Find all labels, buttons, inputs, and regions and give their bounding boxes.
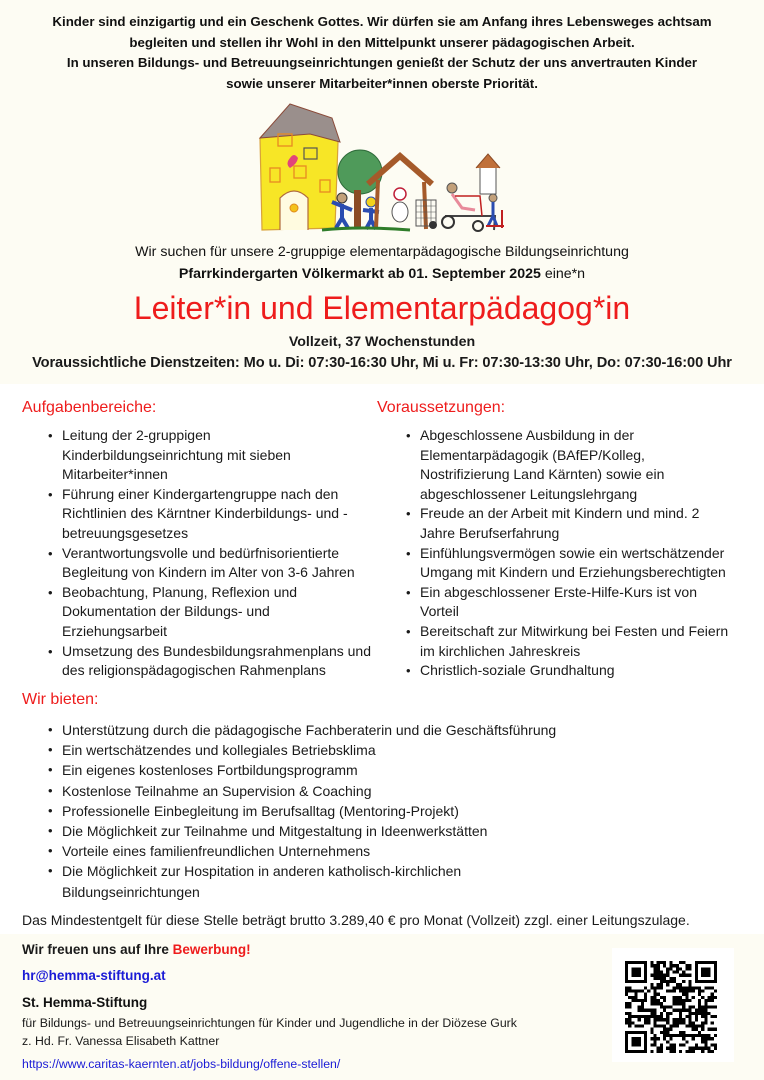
email-link[interactable]: hr@hemma-stiftung.at <box>22 968 166 983</box>
list-item <box>62 740 702 760</box>
list-item-line: • Freude an der Arbeit mit Kindern und mind. 2 <box>420 505 700 522</box>
list-item-line: • Einfühlungsvermögen sowie ein wertschätzender <box>420 544 725 561</box>
list-item <box>62 485 372 544</box>
list-item-line: • Ein eigenes kostenloses Fortbildungsprogramm <box>62 762 358 779</box>
search-line-2 <box>0 263 764 285</box>
working-hours: Voraussichtliche Dienstzeiten: Mo u. Di: 07:30-16:30 Uhr, Mi u. Fr: 07:30-13:30 Uhr, Do: 07:30-16:00 Uhr <box>32 355 732 371</box>
list-item <box>420 504 760 543</box>
list-item <box>62 781 702 801</box>
list-item <box>62 642 372 681</box>
list-item-line: • Leitung der 2-gruppigen <box>62 427 211 443</box>
list-item-line: Jahre Berufserfahrung <box>420 524 560 541</box>
list-item-line: abgeschlossener Leitungslehrgang <box>420 485 638 502</box>
list-item <box>62 720 702 740</box>
list-item <box>62 426 372 485</box>
list-item-line: • Bereitschaft zur Mitwirkung bei Festen und Feiern <box>420 622 729 639</box>
offer-list <box>62 720 702 902</box>
list-item-line: Umgang mit Kindern und Erziehungsberechtigten <box>420 564 726 581</box>
list-item-line: Nostrifizierung Land Kärnten) sowie ein <box>420 466 665 483</box>
list-item <box>420 661 760 681</box>
list-item-line: Richtlinien des Kärntner Kinderbildungs- und - <box>62 505 348 522</box>
list-item <box>62 861 702 901</box>
jobs-url-link[interactable]: https://www.caritas-kaernten.at/jobs-bildung/offene-stellen/ <box>22 1057 341 1071</box>
list-item-line: • Abgeschlossene Ausbildung in der <box>420 427 635 443</box>
job-title: Leiter*in und Elementarpädagog*in <box>133 290 631 326</box>
employment-type: Vollzeit, 37 Wochenstunden <box>288 334 476 350</box>
list-item <box>62 841 702 861</box>
intro-line: In unseren Bildungs- und Betreuungseinrichtungen genießt der Schutz der uns anvertrauten Kinder <box>66 55 698 70</box>
list-item-line: • Professionelle Einbegleitung im Berufsalltag (Mentoring-Projekt) <box>62 802 459 819</box>
tasks-heading: Aufgabenbereiche: <box>22 399 157 416</box>
list-item-line: Begleitung von Kindern im Alter von 3-6 Jahren <box>62 564 355 581</box>
list-item-line: Mitarbeiter*innen <box>62 466 168 483</box>
list-item <box>62 583 372 642</box>
salary-statement: Das Mindestentgelt für diese Stelle beträgt brutto 3.289,40 € pro Monat (Vollzeit) zzgl. einer Leitungszulage. <box>22 912 690 928</box>
list-item-line: Kinderbildungseinrichtung mit sieben <box>62 446 291 463</box>
list-item-line: Elementarpädagogik (BAfEP/Kolleg, <box>420 446 645 463</box>
kindergarten-and-start-date: Pfarrkindergarten Völkermarkt ab 01. September 2025 <box>178 266 541 282</box>
requirements-list <box>420 426 760 681</box>
list-item-line: des religionspädagogischen Rahmenplans <box>62 662 326 679</box>
list-item-line: Dokumentation der Bildungs- und <box>62 603 270 620</box>
intro-line: sowie unserer Mitarbeiter*innen oberste Priorität. <box>226 75 538 91</box>
list-item-line: betreuungsgesetzes <box>62 524 189 541</box>
search-suffix: eine*n <box>540 266 586 282</box>
list-item-line: • Die Möglichkeit zur Teilnahme und Mitgestaltung in Ideenwerkstätten <box>62 823 488 840</box>
child-drawing-illustration <box>250 98 505 234</box>
organization-description: für Bildungs- und Betreuungseinrichtungen für Kinder und Jugendliche in der Diözese Gurk <box>22 1016 517 1030</box>
list-item-line: Vorteil <box>420 603 459 620</box>
list-item <box>62 760 702 780</box>
list-item <box>62 821 702 841</box>
intro-line: begleiten und stellen ihr Wohl in den Mittelpunkt unserer pädagogischen Arbeit. <box>129 34 635 50</box>
list-item-line: • Führung einer Kindergartengruppe nach den <box>62 485 339 502</box>
tasks-list <box>62 426 372 681</box>
list-item <box>420 426 760 504</box>
search-intro <box>0 241 764 285</box>
list-item-line: • Verantwortungsvolle und bedürfnisorientierte <box>62 544 340 561</box>
list-item-line: im kirchlichen Jahreskreis <box>420 642 581 659</box>
qr-code-icon[interactable] <box>625 961 717 1053</box>
qr-code-panel <box>612 948 734 1062</box>
list-item <box>62 801 702 821</box>
list-item-line: • Ein wertschätzendes und kollegiales Betriebsklima <box>62 742 376 759</box>
list-item-line: Bildungseinrichtungen <box>62 883 200 900</box>
list-item <box>420 583 760 622</box>
list-item-line: • Unterstützung durch die pädagogische Fachberaterin und die Geschäftsführung <box>62 722 557 738</box>
offer-heading: Wir bieten: <box>22 691 99 708</box>
apply-prefix: Wir freuen uns auf Ihre <box>22 942 173 957</box>
list-item-line: Erziehungsarbeit <box>62 622 168 639</box>
list-item-line: • Umsetzung des Bundesbildungsrahmenplans und <box>62 642 371 659</box>
list-item-line: • Kostenlose Teilnahme an Supervision & Coaching <box>62 782 372 799</box>
list-item <box>420 544 760 583</box>
requirements-heading: Voraussetzungen: <box>377 399 506 416</box>
list-item <box>420 622 760 661</box>
list-item <box>62 544 372 583</box>
search-line: Wir suchen für unsere 2-gruppige elementarpädagogische Bildungseinrichtung <box>135 244 629 260</box>
list-item-line: • Vorteile eines familienfreundlichen Unternehmens <box>62 843 371 860</box>
apply-invitation <box>22 941 251 959</box>
organization-name: St. Hemma-Stiftung <box>22 995 148 1010</box>
apply-highlight: Bewerbung! <box>172 942 251 957</box>
list-item-line: • Die Möglichkeit zur Hospitation in anderen katholisch-kirchlichen <box>62 863 462 880</box>
intro-line: Kinder sind einzigartig und ein Geschenk Gottes. Wir dürfen sie am Anfang ihres Lebensweges achtsam <box>52 14 712 29</box>
list-item-line: • Ein abgeschlossener Erste-Hilfe-Kurs ist von <box>420 583 698 600</box>
contact-person: z. Hd. Fr. Vanessa Elisabeth Kattner <box>22 1034 220 1048</box>
list-item-line: • Christlich-soziale Grundhaltung <box>420 662 615 679</box>
list-item-line: • Beobachtung, Planung, Reflexion und <box>62 583 298 600</box>
intro-statement <box>0 12 764 94</box>
